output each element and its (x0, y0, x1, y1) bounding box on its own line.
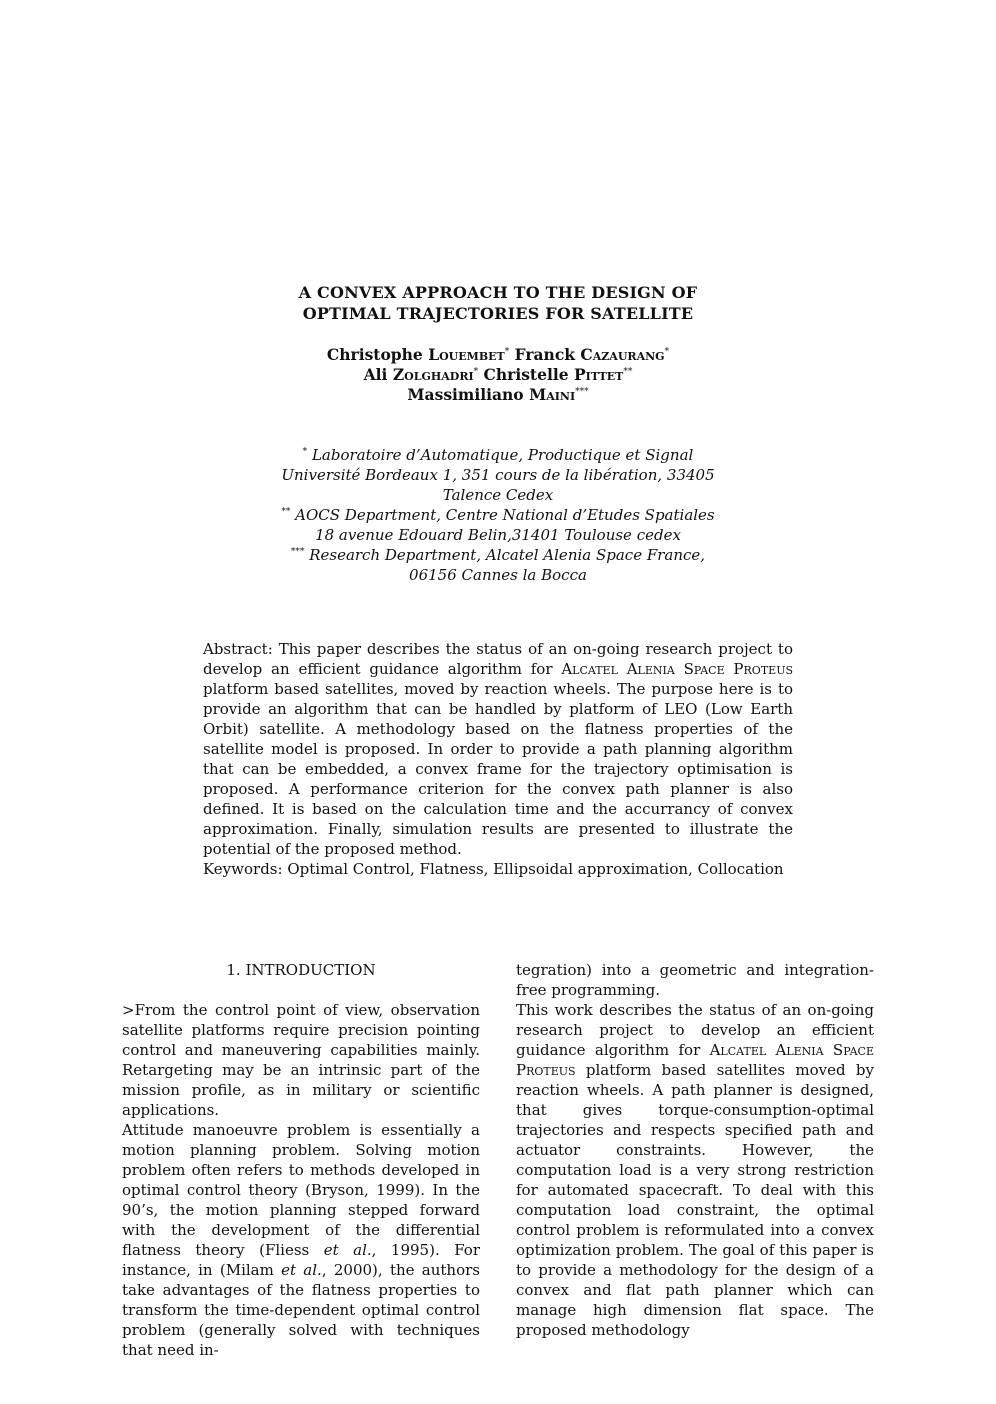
paragraph (516, 1000, 874, 1340)
platform-name: Alcatel Alenia Space Proteus (516, 1041, 874, 1079)
abstract-label: Abstract: (203, 640, 273, 658)
affiliation-mark: * (664, 347, 670, 357)
author-first-name: Christophe (326, 345, 423, 364)
paragraph-text: platform based satellites moved by reaction wheels. A path planner is designed, that gives torque-consumption-optimal trajectories and respects specified path and actuator constraints. However, the computation load is a very strong restriction for automated spacecraft. To deal with this computation load constraint, the optimal control problem is reformulated into a convex optimization problem. The goal of this paper is to provide a methodology for the design of a convex and flat path planner which can manage high dimension flat space. The proposed methodology (516, 1061, 874, 1339)
paragraph (122, 1120, 480, 1360)
author-last-name: Louembet (428, 345, 505, 364)
right-column (516, 960, 874, 1340)
author-first-name: Massimiliano (407, 385, 524, 404)
paragraph-text: , 2000), the authors take advantages of the flatness properties to transform the time-dependent optimal control problem (generally solved with techniques that need in- (122, 1261, 480, 1359)
affiliation-line: 06156 Cannes la Bocca (409, 566, 587, 584)
affiliation-line: Research Department, Alcatel Alenia Space France, (309, 546, 706, 564)
author-list (0, 345, 996, 405)
title-line-1: A CONVEX APPROACH TO THE DESIGN OF (298, 283, 698, 302)
abstract (203, 639, 793, 859)
keywords-text: Optimal Control, Flatness, Ellipsoidal approximation, Collocation (287, 860, 784, 878)
paragraph: tegration) into a geometric and integration-free programming. (516, 961, 874, 999)
author-first-name: Franck (514, 345, 575, 364)
author-last-name: Pittet (574, 365, 624, 384)
affiliation-mark: *** (290, 547, 305, 557)
keywords-label: Keywords: (203, 860, 283, 878)
citation-etal: et al. (323, 1241, 372, 1259)
paragraph-text: , 1995). For instance, in (Milam (122, 1241, 481, 1279)
affiliations (0, 445, 996, 585)
affiliation-mark: ** (281, 507, 291, 517)
paragraph-text: Attitude manoeuvre problem is essentially a motion planning problem. Solving motion problem often refers to methods developed in optimal control theory (Bryson, 1999). In the 90’s, the motion planning stepped forward with the development of the differential flatness theory (Fliess (122, 1121, 480, 1259)
affiliation-mark: ** (623, 367, 633, 377)
affiliation-mark: * (473, 367, 479, 377)
affiliation-mark: *** (575, 387, 589, 397)
author-first-name: Christelle (483, 365, 569, 384)
affiliation-line: Université Bordeaux 1, 351 cours de la libération, 33405 (281, 466, 715, 484)
author-last-name: Cazaurang (580, 345, 665, 364)
citation-etal: et al. (281, 1261, 322, 1279)
affiliation-line: AOCS Department, Centre National d’Etudes Spatiales (295, 506, 715, 524)
author-last-name: Zolghadri (392, 365, 474, 384)
affiliation-line: 18 avenue Edouard Belin,31401 Toulouse cedex (315, 526, 681, 544)
title-line-2: OPTIMAL TRAJECTORIES FOR SATELLITE (302, 304, 694, 323)
paragraph-text: This work describes the status of an on-going research project to develop an efficient guidance algorithm for (516, 1001, 874, 1059)
paragraph: >From the control point of view, observation satellite platforms require precision pointing control and maneuvering capabilities mainly. Retargeting may be an intrinsic part of the mission profile, as in military or scientific applications. (122, 1001, 480, 1119)
left-column (122, 960, 480, 1360)
keywords (203, 859, 793, 879)
paper-title (0, 282, 996, 324)
affiliation-mark: * (302, 447, 308, 457)
author-first-name: Ali (363, 365, 388, 384)
affiliation-line: Talence Cedex (442, 486, 554, 504)
affiliation-line: Laboratoire d’Automatique, Productique et Signal (311, 446, 694, 464)
author-last-name: Maini (529, 385, 576, 404)
affiliation-mark: * (504, 347, 510, 357)
abstract-text: platform based satellites, moved by reaction wheels. The purpose here is to provide an algorithm that can be handled by platform of LEO (Low Earth Orbit) satellite. A methodology based on the flatness properties of the satellite model is proposed. In order to provide a path planning algorithm that can be embedded, a convex frame for the trajectory optimisation is proposed. A performance criterion for the convex path planner is also defined. It is based on the calculation time and the accurrancy of convex approximation. Finally, simulation results are presented to illustrate the potential of the proposed method. (203, 680, 793, 858)
abstract-text: This paper describes the status of an on-going research project to develop an efficient guidance algorithm for (203, 640, 793, 678)
section-heading: 1. INTRODUCTION (226, 961, 376, 979)
platform-name: Alcatel Alenia Space Proteus (561, 660, 793, 678)
